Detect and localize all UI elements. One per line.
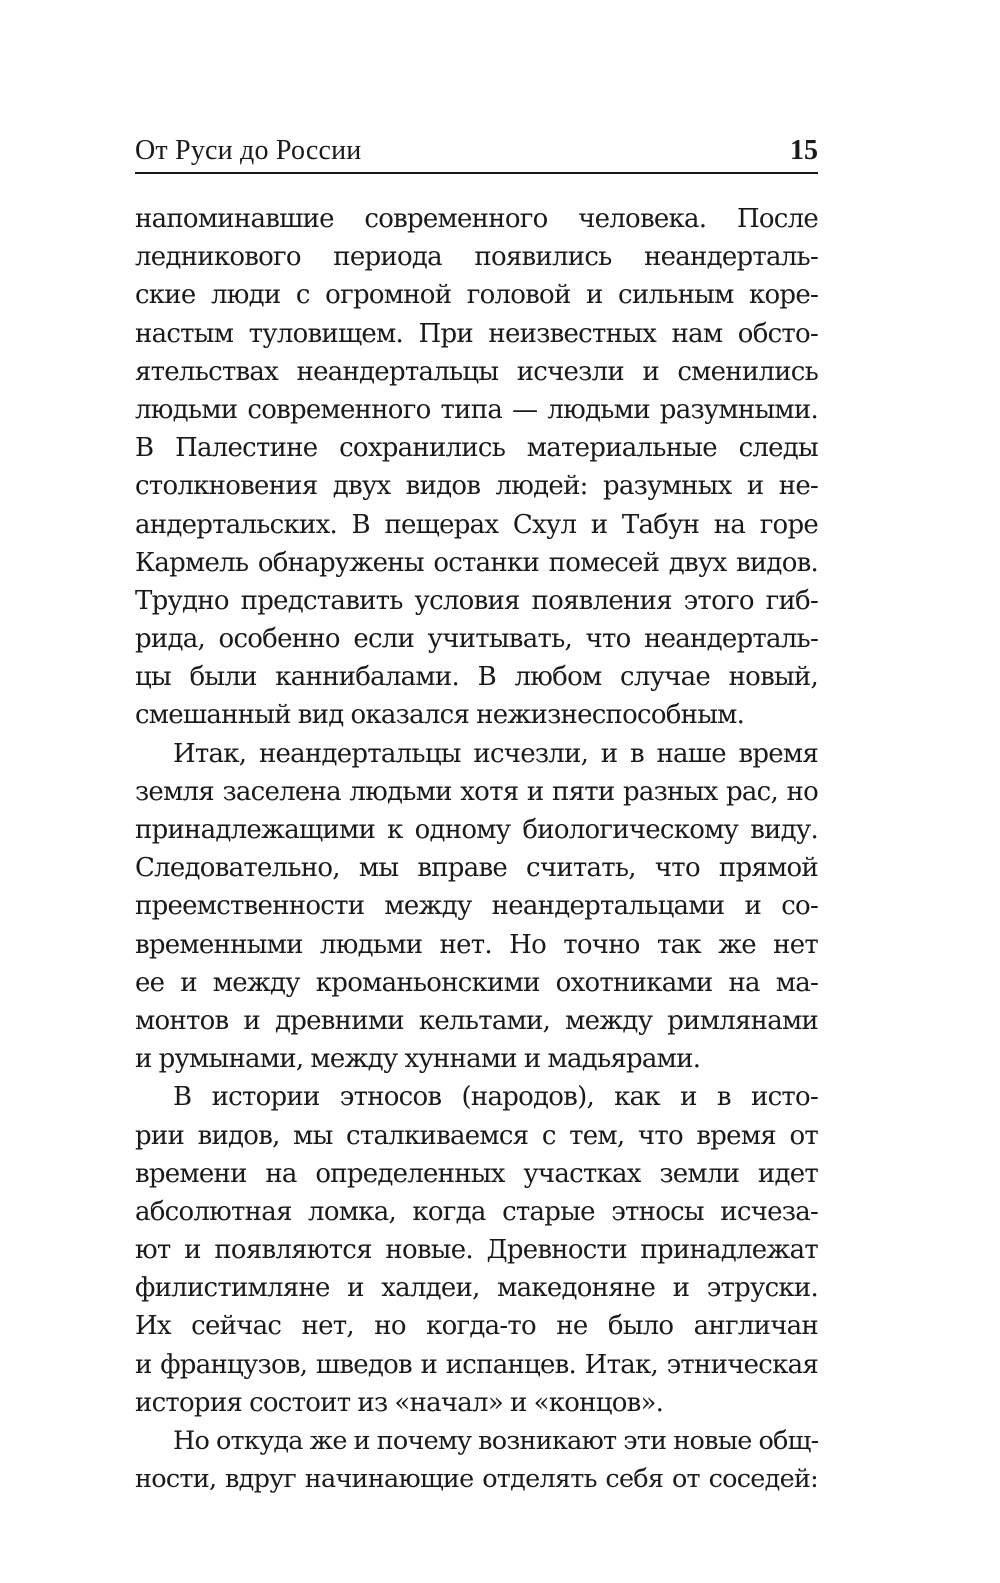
text-line: ее и между кроманьонскими охотниками на ма-	[135, 967, 818, 998]
text-line: история состоит из «начал» и «концов».	[135, 1387, 664, 1418]
text-line: ют и появляются новые. Древности принадлежат	[135, 1235, 818, 1266]
text-line: Кармель обнаружены останки помесей двух видов.	[135, 547, 818, 578]
text-line: времени на определенных участках земли идет	[135, 1158, 818, 1189]
text-line: абсолютная ломка, когда старые этносы исчеза-	[135, 1196, 818, 1227]
page-number: 15	[790, 135, 818, 166]
text-line: ятельствах неандертальцы исчезли и сменились	[135, 356, 818, 387]
text-line: смешанный вид оказался нежизнеспособным.	[135, 700, 745, 731]
paragraph-first-line: Но откуда же и почему возникают эти новые общ-	[173, 1426, 819, 1456]
text-line: Следовательно, мы вправе считать, что прямой	[135, 853, 818, 884]
running-title: От Руси до России	[135, 135, 362, 166]
text-line: принадлежащими к одному биологическому виду.	[135, 815, 818, 845]
text-line: людьми современного типа — людьми разумными.	[135, 394, 818, 425]
text-line: столкновения двух видов людей: разумных и не-	[135, 471, 818, 502]
text-line: монтов и древними кельтами, между римлянами	[135, 1005, 818, 1036]
text-line: андертальских. В пещерах Схул и Табун на горе	[135, 509, 818, 540]
text-line: ские люди с огромной головой и сильным коре-	[135, 280, 818, 311]
text-line: В Палестине сохранились материальные следы	[135, 433, 818, 464]
paragraph-first-line: Итак, неандертальцы исчезли, и в наше время	[173, 738, 818, 769]
body-text	[135, 200, 818, 1498]
paragraph-first-line: В истории этносов (народов), как и в исто-	[173, 1082, 818, 1113]
text-line: рида, особенно если учитывать, что неандерталь-	[135, 624, 818, 655]
text-line: временными людьми нет. Но точно так же нет	[135, 929, 818, 960]
text-line: и румынами, между хуннами и мадьярами.	[135, 1044, 701, 1075]
text-line: Их сейчас нет, но когда-то не было англичан	[135, 1311, 818, 1342]
text-line: настым туловищем. При неизвестных нам обсто-	[135, 318, 818, 349]
text-line: ности, вдруг начинающие отделять себя от соседей:	[135, 1464, 818, 1495]
text-line: рии видов, мы сталкиваемся с тем, что время от	[135, 1120, 818, 1151]
running-header	[135, 132, 818, 174]
text-line: ледникового периода появились неандерталь-	[135, 242, 818, 273]
text-line: земля заселена людьми хотя и пяти разных рас, но	[135, 776, 818, 807]
text-line: напоминавшие современного человека. После	[135, 204, 818, 234]
text-line: и французов, шведов и испанцев. Итак, этническая	[135, 1349, 818, 1380]
text-line: Трудно представить условия появления этого гиб-	[135, 585, 818, 616]
text-line: филистимляне и халдеи, македоняне и этруски.	[135, 1273, 818, 1304]
text-line: преемственности между неандертальцами и со-	[135, 891, 818, 922]
text-line: цы были каннибалами. В любом случае новый,	[135, 662, 818, 693]
